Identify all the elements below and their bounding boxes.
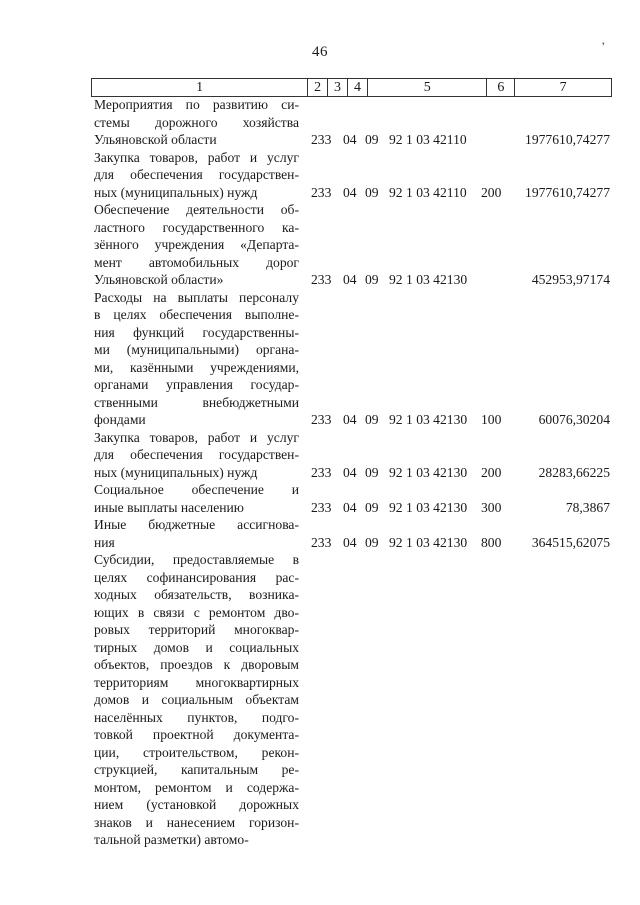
table-row bbox=[94, 516, 612, 551]
target-article-code: 92 1 03 42130 bbox=[389, 272, 468, 287]
row-values bbox=[311, 131, 610, 149]
amount-value: 1977610,74277 bbox=[525, 184, 610, 200]
section-code: 04 bbox=[343, 272, 357, 287]
description-line: ровых территорий многоквар- bbox=[94, 622, 299, 637]
table-header bbox=[91, 78, 612, 97]
row-values bbox=[311, 464, 610, 482]
description-line: территориям многоквартирных bbox=[94, 674, 299, 690]
subsection-code: 09 bbox=[365, 464, 379, 480]
subsection-code: 09 bbox=[365, 272, 379, 287]
section-code: 04 bbox=[343, 464, 357, 480]
description-line: органами управления государ- bbox=[94, 377, 299, 392]
chapter-code: 233 bbox=[311, 464, 332, 480]
table-row bbox=[94, 551, 612, 849]
description-line: Мероприятия по развитию си- bbox=[94, 97, 299, 112]
description-line: мент автомобильных дорог bbox=[94, 254, 299, 270]
description-line: ния функций государственны- bbox=[94, 324, 299, 340]
amount-value: 60076,30204 bbox=[538, 412, 610, 427]
section-code: 04 bbox=[343, 499, 357, 515]
expense-type-code: 300 bbox=[481, 499, 502, 515]
chapter-code: 233 bbox=[311, 534, 332, 550]
description-line: Расходы на выплаты персоналу bbox=[94, 289, 299, 305]
chapter-code: 233 bbox=[311, 184, 332, 200]
row-description bbox=[94, 429, 299, 482]
table-row bbox=[94, 289, 612, 429]
table-row bbox=[94, 96, 612, 149]
header-col-1: 1 bbox=[92, 79, 308, 96]
section-code: 04 bbox=[343, 132, 357, 147]
section-code: 04 bbox=[343, 412, 357, 427]
header-col-6: 6 bbox=[487, 79, 515, 96]
chapter-code: 233 bbox=[311, 132, 332, 147]
row-description bbox=[94, 516, 299, 551]
description-line: ных (муниципальных) нужд bbox=[94, 184, 258, 200]
header-col-5: 5 bbox=[368, 79, 488, 96]
row-values bbox=[311, 271, 610, 289]
description-line: зённого учреждения «Департа- bbox=[94, 237, 299, 252]
description-line: Обеспечение деятельности об- bbox=[94, 202, 299, 217]
description-line: ющих в связи с ремонтом дво- bbox=[94, 604, 299, 620]
row-description bbox=[94, 551, 299, 849]
description-line: ственными внебюджетными bbox=[94, 394, 299, 410]
header-col-7: 7 bbox=[559, 80, 567, 95]
description-line: тирных домов и социальных bbox=[94, 639, 299, 655]
subsection-code: 09 bbox=[365, 499, 379, 515]
expense-type-code: 800 bbox=[481, 534, 502, 550]
header-col-2: 2 bbox=[308, 79, 328, 96]
subsection-code: 09 bbox=[365, 534, 379, 550]
target-article-code: 92 1 03 42110 bbox=[389, 132, 467, 147]
row-values bbox=[311, 534, 610, 552]
amount-value: 28283,66225 bbox=[538, 464, 610, 480]
description-line: монтом, ремонтом и содержа- bbox=[94, 779, 299, 795]
description-line: в целях обеспечения выполне- bbox=[94, 307, 299, 322]
description-line: товкой проектной документа- bbox=[94, 727, 299, 742]
row-description bbox=[94, 201, 299, 289]
description-line: нием (установкой дорожных bbox=[94, 797, 299, 812]
target-article-code: 92 1 03 42110 bbox=[389, 184, 467, 200]
description-line: ных (муниципальных) нужд bbox=[94, 464, 258, 480]
description-line: тальной разметки) автомо- bbox=[94, 832, 249, 847]
target-article-code: 92 1 03 42130 bbox=[389, 464, 468, 480]
scan-mark: ❜ bbox=[602, 41, 605, 51]
header-col-3: 3 bbox=[328, 79, 348, 96]
table-body bbox=[94, 96, 612, 849]
description-line: целях софинансирования рас- bbox=[94, 569, 299, 585]
description-line: ластного государственного ка- bbox=[94, 219, 299, 235]
section-code: 04 bbox=[343, 534, 357, 550]
table-row bbox=[94, 149, 612, 202]
expense-type-code: 200 bbox=[481, 184, 502, 200]
description-line: домов и социальным объектам bbox=[94, 692, 299, 707]
description-line: Закупка товаров, работ и услуг bbox=[94, 149, 299, 165]
row-values bbox=[311, 411, 610, 429]
amount-value: 364515,62075 bbox=[531, 534, 610, 550]
description-line: Ульяновской области» bbox=[94, 272, 224, 287]
row-values bbox=[311, 831, 610, 849]
table-row bbox=[94, 201, 612, 289]
target-article-code: 92 1 03 42130 bbox=[389, 499, 468, 515]
description-line: Социальное обеспечение и bbox=[94, 482, 299, 497]
table-row bbox=[94, 481, 612, 516]
description-line: населённых пунктов, подго- bbox=[94, 709, 299, 725]
description-line: ции, строительством, рекон- bbox=[94, 744, 299, 760]
description-line: Закупка товаров, работ и услуг bbox=[94, 429, 299, 445]
amount-value: 78,3867 bbox=[565, 499, 610, 515]
description-line: Ульяновской области bbox=[94, 132, 217, 147]
chapter-code: 233 bbox=[311, 499, 332, 515]
chapter-code: 233 bbox=[311, 412, 332, 427]
description-line: для обеспечения государствен- bbox=[94, 167, 299, 182]
row-values bbox=[311, 184, 610, 202]
subsection-code: 09 bbox=[365, 184, 379, 200]
description-line: для обеспечения государствен- bbox=[94, 447, 299, 462]
description-line: иные выплаты населению bbox=[94, 499, 244, 515]
amount-value: 1977610,74277 bbox=[525, 132, 610, 147]
section-code: 04 bbox=[343, 184, 357, 200]
table-row bbox=[94, 429, 612, 482]
row-description bbox=[94, 481, 299, 516]
expense-type-code: 100 bbox=[481, 412, 502, 427]
description-line: стемы дорожного хозяйства bbox=[94, 114, 299, 130]
description-line: объектов, проездов к дворовым bbox=[94, 657, 299, 672]
expense-type-code: 200 bbox=[481, 464, 502, 480]
amount-value: 452953,97174 bbox=[531, 272, 610, 287]
description-line: струкцией, капитальным ре- bbox=[94, 762, 299, 777]
description-line: ния bbox=[94, 534, 115, 550]
chapter-code: 233 bbox=[311, 272, 332, 287]
description-line: ми, казёнными учреждениями, bbox=[94, 359, 299, 375]
description-line: Субсидии, предоставляемые в bbox=[94, 552, 299, 567]
subsection-code: 09 bbox=[365, 132, 379, 147]
header-col-4: 4 bbox=[348, 79, 368, 96]
description-line: ходных обязательств, возника- bbox=[94, 587, 299, 602]
description-line: фондами bbox=[94, 412, 146, 427]
target-article-code: 92 1 03 42130 bbox=[389, 412, 468, 427]
row-description bbox=[94, 96, 299, 149]
page-number: 46 bbox=[312, 44, 328, 60]
subsection-code: 09 bbox=[365, 412, 379, 427]
row-description bbox=[94, 289, 299, 429]
description-line: Иные бюджетные ассигнова- bbox=[94, 517, 299, 532]
target-article-code: 92 1 03 42130 bbox=[389, 534, 468, 550]
row-description bbox=[94, 149, 299, 202]
description-line: ми (муниципальными) органа- bbox=[94, 342, 299, 357]
description-line: знаков и нанесением горизон- bbox=[94, 814, 299, 830]
row-values bbox=[311, 499, 610, 517]
